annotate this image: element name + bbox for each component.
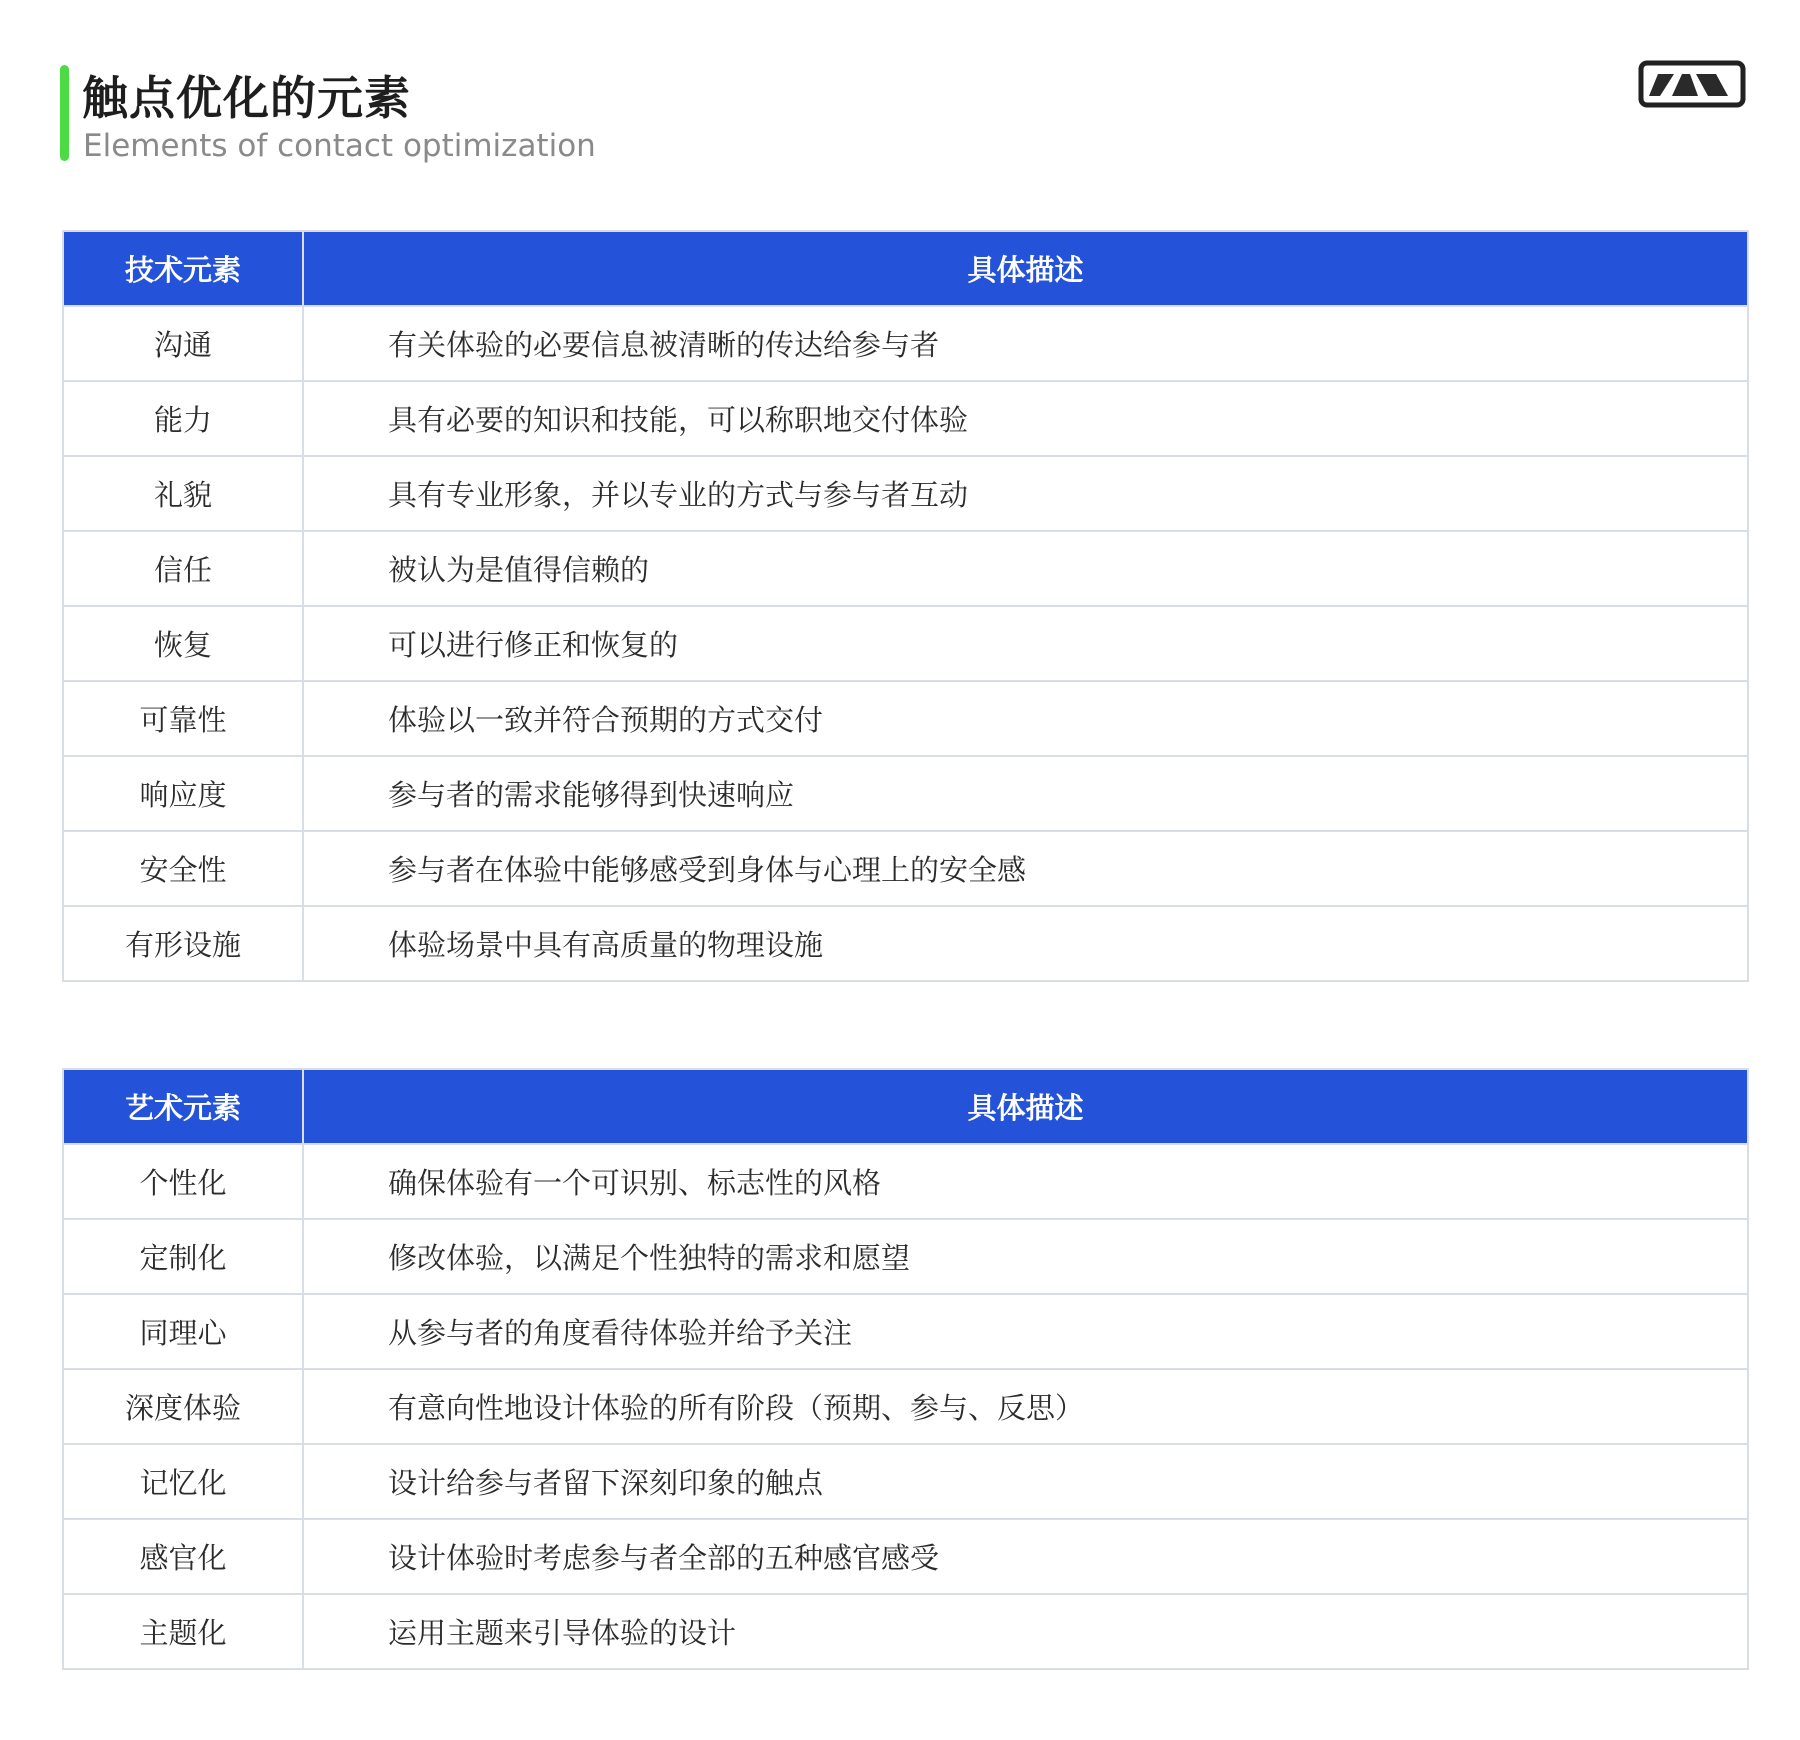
table-row [63, 1369, 1748, 1444]
element-description: 修改体验，以满足个性独特的需求和愿望 [303, 1219, 1748, 1294]
element-name: 主题化 [63, 1594, 303, 1669]
column-header: 技术元素 [63, 231, 303, 306]
element-description: 体验以一致并符合预期的方式交付 [303, 681, 1748, 756]
table-row [63, 756, 1748, 831]
element-name: 感官化 [63, 1519, 303, 1594]
element-name: 响应度 [63, 756, 303, 831]
table-row [63, 1594, 1748, 1669]
element-name: 信任 [63, 531, 303, 606]
element-description: 体验场景中具有高质量的物理设施 [303, 906, 1748, 981]
table-row [63, 606, 1748, 681]
brand-logo-icon [1638, 60, 1746, 108]
element-description: 设计给参与者留下深刻印象的触点 [303, 1444, 1748, 1519]
element-name: 恢复 [63, 606, 303, 681]
page-title: 触点优化的元素 [82, 71, 411, 125]
table-row [63, 1294, 1748, 1369]
element-description: 确保体验有一个可识别、标志性的风格 [303, 1144, 1748, 1219]
technical-elements-table [62, 230, 1749, 982]
column-header: 艺术元素 [63, 1069, 303, 1144]
element-description: 运用主题来引导体验的设计 [303, 1594, 1748, 1669]
title-accent-bar [60, 65, 69, 161]
element-name: 有形设施 [63, 906, 303, 981]
element-description: 具有必要的知识和技能，可以称职地交付体验 [303, 381, 1748, 456]
element-description: 可以进行修正和恢复的 [303, 606, 1748, 681]
element-name: 同理心 [63, 1294, 303, 1369]
element-description: 具有专业形象，并以专业的方式与参与者互动 [303, 456, 1748, 531]
element-name: 沟通 [63, 306, 303, 381]
element-name: 可靠性 [63, 681, 303, 756]
element-name: 个性化 [63, 1144, 303, 1219]
table-row [63, 1219, 1748, 1294]
column-header: 具体描述 [303, 231, 1748, 306]
element-name: 礼貌 [63, 456, 303, 531]
element-description: 参与者的需求能够得到快速响应 [303, 756, 1748, 831]
table-row [63, 531, 1748, 606]
table-row [63, 456, 1748, 531]
element-name: 能力 [63, 381, 303, 456]
element-name: 安全性 [63, 831, 303, 906]
element-description: 从参与者的角度看待体验并给予关注 [303, 1294, 1748, 1369]
element-description: 参与者在体验中能够感受到身体与心理上的安全感 [303, 831, 1748, 906]
table-row [63, 906, 1748, 981]
element-name: 记忆化 [63, 1444, 303, 1519]
page-subtitle: Elements of contact optimization [83, 128, 596, 164]
table-row [63, 1144, 1748, 1219]
element-description: 设计体验时考虑参与者全部的五种感官感受 [303, 1519, 1748, 1594]
table-row [63, 1519, 1748, 1594]
table-row [63, 381, 1748, 456]
element-description: 被认为是值得信赖的 [303, 531, 1748, 606]
element-name: 定制化 [63, 1219, 303, 1294]
artistic-elements-table [62, 1068, 1749, 1670]
table-row [63, 1444, 1748, 1519]
element-description: 有关体验的必要信息被清晰的传达给参与者 [303, 306, 1748, 381]
table-row [63, 306, 1748, 381]
table-row [63, 831, 1748, 906]
element-name: 深度体验 [63, 1369, 303, 1444]
table-row [63, 681, 1748, 756]
column-header: 具体描述 [303, 1069, 1748, 1144]
element-description: 有意向性地设计体验的所有阶段（预期、参与、反思） [303, 1369, 1748, 1444]
